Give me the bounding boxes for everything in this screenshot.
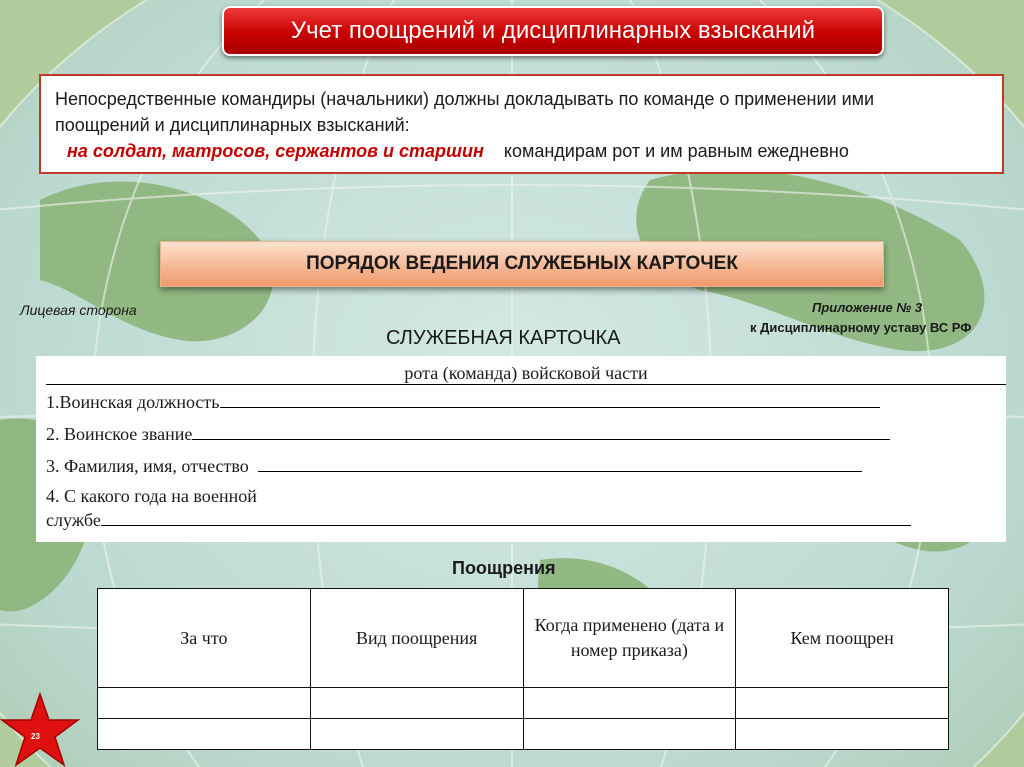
- table-row: [98, 719, 949, 750]
- rewards-col-reason: За что: [98, 589, 311, 688]
- intro-line-2: поощрений и дисциплинарных взысканий:: [55, 115, 410, 135]
- intro-box: [39, 74, 1004, 174]
- slide-title-text: Учет поощрений и дисциплинарных взысканий: [290, 17, 816, 44]
- intro-highlight: на солдат, матросов, сержантов и старшин: [67, 141, 484, 161]
- card-field-position: [46, 390, 880, 414]
- card-field-position-label: 1.Воинская должность: [46, 392, 220, 412]
- card-field-rank-label: 2. Воинское звание: [46, 424, 193, 444]
- table-cell: [310, 719, 523, 750]
- table-cell: [736, 688, 949, 719]
- card-field-name-label: 3. Фамилия, имя, отчество: [46, 456, 249, 476]
- card-field-name: [46, 454, 862, 478]
- rewards-col-when: Когда применено (дата и номер приказа): [523, 589, 736, 688]
- card-field-service-year-line1: 4. С какого года на военной: [46, 486, 257, 506]
- red-star-icon: [0, 692, 80, 767]
- table-row: [98, 688, 949, 719]
- appendix-line-1: Приложение № 3: [812, 300, 923, 315]
- intro-rest: командирам рот и им равным ежедневно: [503, 141, 849, 161]
- card-field-rank-blank: [192, 422, 890, 440]
- table-cell: [310, 688, 523, 719]
- card-field-service-year-label: службе: [46, 510, 101, 530]
- card-field-service-year-line2: [46, 508, 911, 532]
- service-card-form: [36, 356, 1006, 542]
- card-field-position-blank: [220, 390, 880, 408]
- table-cell: [98, 688, 311, 719]
- slide-title: [222, 6, 884, 56]
- card-field-service-year-blank: [101, 508, 911, 526]
- rewards-col-type: Вид поощрения: [310, 589, 523, 688]
- rewards-col-by-whom: Кем поощрен: [736, 589, 949, 688]
- section-title-text: ПОРЯДОК ВЕДЕНИЯ СЛУЖЕБНЫХ КАРТОЧЕК: [306, 253, 738, 274]
- card-field-rank: [46, 422, 890, 446]
- table-cell: [736, 719, 949, 750]
- table-cell: [98, 719, 311, 750]
- intro-line-3: [55, 138, 988, 164]
- card-field-service-year: [46, 484, 911, 532]
- page-number: 23: [31, 732, 40, 741]
- rewards-title: Поощрения: [452, 558, 556, 578]
- card-title: СЛУЖЕБНАЯ КАРТОЧКА: [386, 327, 621, 349]
- table-cell: [523, 688, 736, 719]
- appendix-line-2: к Дисциплинарному уставу ВС РФ: [750, 320, 972, 335]
- rewards-table-header: [98, 589, 949, 688]
- card-field-name-blank: [258, 454, 862, 472]
- card-header: рота (команда) войсковой части: [46, 362, 1006, 385]
- intro-line-1: Непосредственные командиры (начальники) должны докладывать по команде о применении ими: [55, 89, 875, 109]
- table-cell: [523, 719, 736, 750]
- section-title: [160, 241, 884, 287]
- front-side-label: Лицевая сторона: [20, 302, 137, 318]
- appendix-note: [690, 298, 1024, 338]
- rewards-table: [97, 588, 949, 750]
